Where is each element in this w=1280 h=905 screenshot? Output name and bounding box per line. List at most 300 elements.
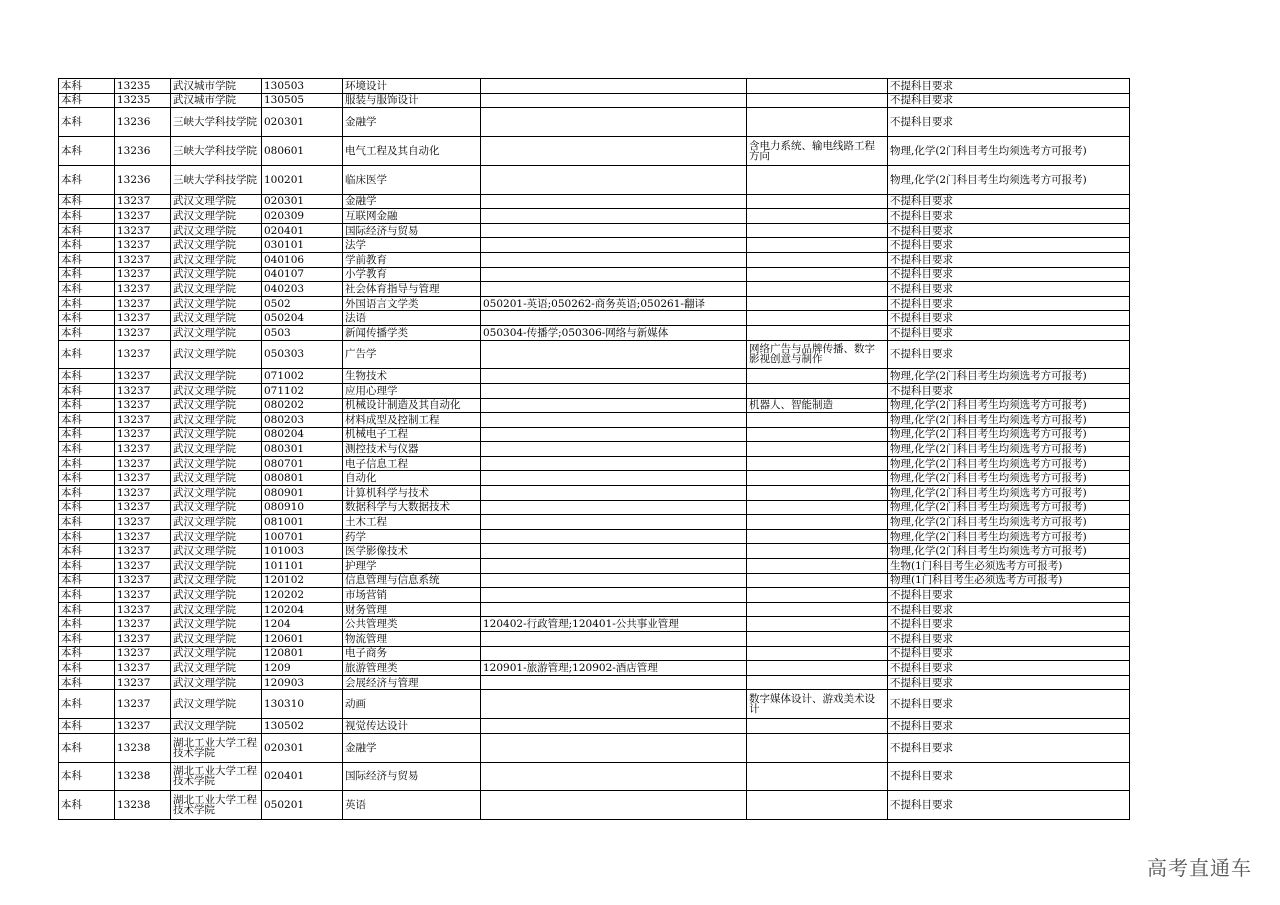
table-row xyxy=(59,223,1130,238)
remarks-cell xyxy=(747,588,888,603)
included-majors-cell xyxy=(481,79,747,94)
remarks-cell xyxy=(747,296,888,311)
school-code-cell: 13237 xyxy=(115,646,171,661)
subject-requirement-cell: 不提科目要求 xyxy=(888,282,1130,297)
major-name-cell: 电子商务 xyxy=(343,646,481,661)
table-row xyxy=(59,733,1130,762)
remarks-cell xyxy=(747,486,888,501)
level-cell: 本科 xyxy=(59,544,115,559)
remarks-cell xyxy=(747,573,888,588)
school-code-cell: 13237 xyxy=(115,427,171,442)
major-code-cell: 100201 xyxy=(262,165,343,194)
table-row xyxy=(59,194,1130,209)
major-code-cell: 080301 xyxy=(262,442,343,457)
level-cell: 本科 xyxy=(59,675,115,690)
school-name-cell: 武汉文理学院 xyxy=(171,661,262,676)
major-code-cell: 071102 xyxy=(262,383,343,398)
included-majors-cell xyxy=(481,427,747,442)
subject-requirement-cell: 不提科目要求 xyxy=(888,791,1130,820)
major-code-cell: 130502 xyxy=(262,719,343,734)
remarks-cell: 含电力系统、输电线路工程方向 xyxy=(747,136,888,165)
major-code-cell: 101101 xyxy=(262,559,343,574)
school-name-cell: 武汉文理学院 xyxy=(171,398,262,413)
major-code-cell: 030101 xyxy=(262,238,343,253)
table-row xyxy=(59,602,1130,617)
school-code-cell: 13238 xyxy=(115,762,171,791)
major-name-cell: 计算机科学与技术 xyxy=(343,486,481,501)
school-name-cell: 武汉文理学院 xyxy=(171,529,262,544)
major-name-cell: 广告学 xyxy=(343,340,481,369)
included-majors-cell xyxy=(481,733,747,762)
included-majors-cell xyxy=(481,675,747,690)
school-code-cell: 13236 xyxy=(115,136,171,165)
school-code-cell: 13237 xyxy=(115,500,171,515)
table-row xyxy=(59,252,1130,267)
level-cell: 本科 xyxy=(59,442,115,457)
major-code-cell: 020401 xyxy=(262,223,343,238)
included-majors-cell xyxy=(481,136,747,165)
subject-requirement-cell: 不提科目要求 xyxy=(888,733,1130,762)
school-code-cell: 13237 xyxy=(115,675,171,690)
included-majors-cell xyxy=(481,398,747,413)
major-name-cell: 社会体育指导与管理 xyxy=(343,282,481,297)
major-code-cell: 101003 xyxy=(262,544,343,559)
subject-requirement-cell: 不提科目要求 xyxy=(888,311,1130,326)
major-name-cell: 互联网金融 xyxy=(343,209,481,224)
included-majors-cell xyxy=(481,165,747,194)
remarks-cell xyxy=(747,544,888,559)
included-majors-cell: 050201-英语;050262-商务英语;050261-翻译 xyxy=(481,296,747,311)
subject-requirement-cell: 不提科目要求 xyxy=(888,340,1130,369)
school-code-cell: 13237 xyxy=(115,617,171,632)
included-majors-cell xyxy=(481,762,747,791)
major-code-cell: 020301 xyxy=(262,194,343,209)
table-row xyxy=(59,79,1130,94)
school-code-cell: 13237 xyxy=(115,282,171,297)
subject-requirement-cell: 物理,化学(2门科目考生均须选考方可报考) xyxy=(888,369,1130,384)
school-code-cell: 13237 xyxy=(115,690,171,719)
table-row xyxy=(59,282,1130,297)
major-name-cell: 护理学 xyxy=(343,559,481,574)
remarks-cell xyxy=(747,194,888,209)
school-name-cell: 武汉文理学院 xyxy=(171,617,262,632)
subject-requirement-cell: 物理,化学(2门科目考生均须选考方可报考) xyxy=(888,471,1130,486)
subject-requirement-cell: 物理,化学(2门科目考生均须选考方可报考) xyxy=(888,398,1130,413)
included-majors-cell xyxy=(481,209,747,224)
table-row xyxy=(59,529,1130,544)
remarks-cell xyxy=(747,209,888,224)
remarks-cell xyxy=(747,79,888,94)
subject-requirement-cell: 物理,化学(2门科目考生均须选考方可报考) xyxy=(888,427,1130,442)
level-cell: 本科 xyxy=(59,588,115,603)
level-cell: 本科 xyxy=(59,165,115,194)
subject-requirement-cell: 物理,化学(2门科目考生均须选考方可报考) xyxy=(888,442,1130,457)
remarks-cell xyxy=(747,369,888,384)
remarks-cell xyxy=(747,646,888,661)
major-name-cell: 应用心理学 xyxy=(343,383,481,398)
level-cell: 本科 xyxy=(59,690,115,719)
subject-requirement-cell: 物理,化学(2门科目考生均须选考方可报考) xyxy=(888,136,1130,165)
school-name-cell: 武汉文理学院 xyxy=(171,471,262,486)
major-code-cell: 080901 xyxy=(262,486,343,501)
major-name-cell: 材料成型及控制工程 xyxy=(343,413,481,428)
level-cell: 本科 xyxy=(59,733,115,762)
included-majors-cell: 120901-旅游管理;120902-酒店管理 xyxy=(481,661,747,676)
level-cell: 本科 xyxy=(59,209,115,224)
subject-requirement-cell: 不提科目要求 xyxy=(888,632,1130,647)
school-name-cell: 武汉文理学院 xyxy=(171,325,262,340)
major-code-cell: 020301 xyxy=(262,108,343,137)
table-row xyxy=(59,559,1130,574)
included-majors-cell xyxy=(481,500,747,515)
major-code-cell: 120102 xyxy=(262,573,343,588)
remarks-cell xyxy=(747,500,888,515)
major-name-cell: 环境设计 xyxy=(343,79,481,94)
major-name-cell: 小学教育 xyxy=(343,267,481,282)
admission-requirements-table xyxy=(58,78,1130,820)
included-majors-cell: 120402-行政管理;120401-公共事业管理 xyxy=(481,617,747,632)
remarks-cell xyxy=(747,762,888,791)
table-row xyxy=(59,340,1130,369)
school-name-cell: 武汉文理学院 xyxy=(171,632,262,647)
level-cell: 本科 xyxy=(59,427,115,442)
major-code-cell: 080601 xyxy=(262,136,343,165)
subject-requirement-cell: 不提科目要求 xyxy=(888,194,1130,209)
major-code-cell: 080203 xyxy=(262,413,343,428)
table-row xyxy=(59,500,1130,515)
major-code-cell: 080910 xyxy=(262,500,343,515)
remarks-cell xyxy=(747,719,888,734)
subject-requirement-cell: 物理,化学(2门科目考生均须选考方可报考) xyxy=(888,500,1130,515)
table-row xyxy=(59,136,1130,165)
school-name-cell: 武汉文理学院 xyxy=(171,369,262,384)
school-name-cell: 武汉文理学院 xyxy=(171,515,262,530)
major-code-cell: 130505 xyxy=(262,93,343,108)
school-code-cell: 13237 xyxy=(115,719,171,734)
school-name-cell: 武汉文理学院 xyxy=(171,486,262,501)
major-code-cell: 050303 xyxy=(262,340,343,369)
level-cell: 本科 xyxy=(59,602,115,617)
remarks-cell xyxy=(747,223,888,238)
school-code-cell: 13237 xyxy=(115,209,171,224)
level-cell: 本科 xyxy=(59,529,115,544)
subject-requirement-cell: 不提科目要求 xyxy=(888,267,1130,282)
remarks-cell xyxy=(747,93,888,108)
table-row xyxy=(59,791,1130,820)
school-code-cell: 13237 xyxy=(115,340,171,369)
school-code-cell: 13237 xyxy=(115,559,171,574)
school-code-cell: 13237 xyxy=(115,442,171,457)
included-majors-cell xyxy=(481,573,747,588)
school-code-cell: 13237 xyxy=(115,238,171,253)
level-cell: 本科 xyxy=(59,661,115,676)
table-row xyxy=(59,383,1130,398)
school-name-cell: 武汉文理学院 xyxy=(171,500,262,515)
major-code-cell: 040203 xyxy=(262,282,343,297)
school-code-cell: 13237 xyxy=(115,413,171,428)
remarks-cell xyxy=(747,791,888,820)
school-name-cell: 武汉文理学院 xyxy=(171,282,262,297)
major-code-cell: 080701 xyxy=(262,456,343,471)
major-name-cell: 国际经济与贸易 xyxy=(343,223,481,238)
level-cell: 本科 xyxy=(59,413,115,428)
subject-requirement-cell: 不提科目要求 xyxy=(888,79,1130,94)
included-majors-cell xyxy=(481,93,747,108)
subject-requirement-cell: 物理,化学(2门科目考生均须选考方可报考) xyxy=(888,486,1130,501)
major-name-cell: 会展经济与管理 xyxy=(343,675,481,690)
school-code-cell: 13237 xyxy=(115,661,171,676)
included-majors-cell xyxy=(481,791,747,820)
major-code-cell: 020301 xyxy=(262,733,343,762)
subject-requirement-cell: 物理,化学(2门科目考生均须选考方可报考) xyxy=(888,544,1130,559)
remarks-cell xyxy=(747,515,888,530)
school-code-cell: 13237 xyxy=(115,383,171,398)
table-row xyxy=(59,573,1130,588)
table-row xyxy=(59,311,1130,326)
included-majors-cell xyxy=(481,602,747,617)
table-row xyxy=(59,267,1130,282)
major-code-cell: 120801 xyxy=(262,646,343,661)
subject-requirement-cell: 物理(1门科目考生必须选考方可报考) xyxy=(888,573,1130,588)
school-code-cell: 13237 xyxy=(115,588,171,603)
major-name-cell: 机械电子工程 xyxy=(343,427,481,442)
table-row xyxy=(59,456,1130,471)
major-code-cell: 100701 xyxy=(262,529,343,544)
school-name-cell: 武汉文理学院 xyxy=(171,238,262,253)
included-majors-cell xyxy=(481,311,747,326)
included-majors-cell xyxy=(481,632,747,647)
subject-requirement-cell: 物理,化学(2门科目考生均须选考方可报考) xyxy=(888,456,1130,471)
school-code-cell: 13237 xyxy=(115,223,171,238)
remarks-cell xyxy=(747,413,888,428)
level-cell: 本科 xyxy=(59,791,115,820)
school-code-cell: 13236 xyxy=(115,165,171,194)
major-name-cell: 物流管理 xyxy=(343,632,481,647)
table-row xyxy=(59,209,1130,224)
major-name-cell: 自动化 xyxy=(343,471,481,486)
level-cell: 本科 xyxy=(59,79,115,94)
major-name-cell: 市场营销 xyxy=(343,588,481,603)
level-cell: 本科 xyxy=(59,340,115,369)
school-name-cell: 三峡大学科技学院 xyxy=(171,108,262,137)
school-code-cell: 13237 xyxy=(115,311,171,326)
table-row xyxy=(59,515,1130,530)
remarks-cell: 网络广告与品牌传播、数字影视创意与制作 xyxy=(747,340,888,369)
school-code-cell: 13237 xyxy=(115,369,171,384)
school-name-cell: 武汉文理学院 xyxy=(171,209,262,224)
included-majors-cell xyxy=(481,529,747,544)
level-cell: 本科 xyxy=(59,136,115,165)
major-name-cell: 公共管理类 xyxy=(343,617,481,632)
major-name-cell: 土木工程 xyxy=(343,515,481,530)
school-name-cell: 武汉文理学院 xyxy=(171,442,262,457)
school-name-cell: 武汉文理学院 xyxy=(171,646,262,661)
school-name-cell: 武汉文理学院 xyxy=(171,456,262,471)
school-name-cell: 武汉文理学院 xyxy=(171,223,262,238)
included-majors-cell xyxy=(481,690,747,719)
school-name-cell: 武汉文理学院 xyxy=(171,194,262,209)
major-code-cell: 0502 xyxy=(262,296,343,311)
major-code-cell: 071002 xyxy=(262,369,343,384)
table-row xyxy=(59,369,1130,384)
school-name-cell: 武汉文理学院 xyxy=(171,675,262,690)
school-code-cell: 13237 xyxy=(115,529,171,544)
major-name-cell: 临床医学 xyxy=(343,165,481,194)
school-code-cell: 13237 xyxy=(115,296,171,311)
level-cell: 本科 xyxy=(59,471,115,486)
table-row xyxy=(59,661,1130,676)
subject-requirement-cell: 不提科目要求 xyxy=(888,93,1130,108)
major-name-cell: 法学 xyxy=(343,238,481,253)
table-row xyxy=(59,398,1130,413)
remarks-cell xyxy=(747,383,888,398)
school-code-cell: 13237 xyxy=(115,544,171,559)
school-name-cell: 武汉文理学院 xyxy=(171,267,262,282)
level-cell: 本科 xyxy=(59,223,115,238)
included-majors-cell xyxy=(481,588,747,603)
remarks-cell xyxy=(747,602,888,617)
major-code-cell: 0503 xyxy=(262,325,343,340)
level-cell: 本科 xyxy=(59,108,115,137)
level-cell: 本科 xyxy=(59,486,115,501)
major-name-cell: 医学影像技术 xyxy=(343,544,481,559)
included-majors-cell xyxy=(481,719,747,734)
school-code-cell: 13237 xyxy=(115,471,171,486)
school-name-cell: 武汉文理学院 xyxy=(171,296,262,311)
level-cell: 本科 xyxy=(59,559,115,574)
table-row xyxy=(59,632,1130,647)
table-row xyxy=(59,325,1130,340)
table-row xyxy=(59,471,1130,486)
included-majors-cell xyxy=(481,383,747,398)
subject-requirement-cell: 不提科目要求 xyxy=(888,690,1130,719)
remarks-cell xyxy=(747,617,888,632)
major-code-cell: 120204 xyxy=(262,602,343,617)
table-row xyxy=(59,690,1130,719)
subject-requirement-cell: 不提科目要求 xyxy=(888,383,1130,398)
subject-requirement-cell: 不提科目要求 xyxy=(888,617,1130,632)
table-row xyxy=(59,238,1130,253)
remarks-cell xyxy=(747,733,888,762)
school-name-cell: 武汉文理学院 xyxy=(171,544,262,559)
remarks-cell xyxy=(747,108,888,137)
included-majors-cell xyxy=(481,515,747,530)
school-code-cell: 13238 xyxy=(115,791,171,820)
included-majors-cell xyxy=(481,267,747,282)
subject-requirement-cell: 不提科目要求 xyxy=(888,238,1130,253)
subject-requirement-cell: 不提科目要求 xyxy=(888,719,1130,734)
subject-requirement-cell: 不提科目要求 xyxy=(888,325,1130,340)
level-cell: 本科 xyxy=(59,632,115,647)
school-code-cell: 13237 xyxy=(115,398,171,413)
table-row xyxy=(59,108,1130,137)
school-name-cell: 武汉文理学院 xyxy=(171,311,262,326)
major-code-cell: 120601 xyxy=(262,632,343,647)
subject-requirement-cell: 不提科目要求 xyxy=(888,762,1130,791)
level-cell: 本科 xyxy=(59,719,115,734)
major-name-cell: 法语 xyxy=(343,311,481,326)
school-name-cell: 武汉文理学院 xyxy=(171,383,262,398)
school-name-cell: 武汉文理学院 xyxy=(171,573,262,588)
remarks-cell xyxy=(747,456,888,471)
school-code-cell: 13237 xyxy=(115,194,171,209)
major-name-cell: 旅游管理类 xyxy=(343,661,481,676)
table-row xyxy=(59,93,1130,108)
remarks-cell xyxy=(747,559,888,574)
level-cell: 本科 xyxy=(59,383,115,398)
subject-requirement-cell: 物理,化学(2门科目考生均须选考方可报考) xyxy=(888,515,1130,530)
table-row xyxy=(59,588,1130,603)
subject-requirement-cell: 不提科目要求 xyxy=(888,588,1130,603)
subject-requirement-cell: 生物(1门科目考生必须选考方可报考) xyxy=(888,559,1130,574)
school-code-cell: 13237 xyxy=(115,486,171,501)
major-name-cell: 学前教育 xyxy=(343,252,481,267)
major-name-cell: 数据科学与大数据技术 xyxy=(343,500,481,515)
table-row xyxy=(59,675,1130,690)
major-code-cell: 130503 xyxy=(262,79,343,94)
major-name-cell: 测控技术与仪器 xyxy=(343,442,481,457)
subject-requirement-cell: 物理,化学(2门科目考生均须选考方可报考) xyxy=(888,413,1130,428)
school-name-cell: 武汉文理学院 xyxy=(171,719,262,734)
major-name-cell: 药学 xyxy=(343,529,481,544)
table-row xyxy=(59,646,1130,661)
major-name-cell: 电子信息工程 xyxy=(343,456,481,471)
level-cell: 本科 xyxy=(59,194,115,209)
subject-requirement-cell: 不提科目要求 xyxy=(888,675,1130,690)
remarks-cell xyxy=(747,238,888,253)
school-code-cell: 13235 xyxy=(115,93,171,108)
level-cell: 本科 xyxy=(59,238,115,253)
school-code-cell: 13237 xyxy=(115,602,171,617)
major-code-cell: 080202 xyxy=(262,398,343,413)
included-majors-cell: 050304-传播学;050306-网络与新媒体 xyxy=(481,325,747,340)
major-name-cell: 国际经济与贸易 xyxy=(343,762,481,791)
major-code-cell: 1209 xyxy=(262,661,343,676)
level-cell: 本科 xyxy=(59,617,115,632)
school-code-cell: 13237 xyxy=(115,267,171,282)
major-name-cell: 生物技术 xyxy=(343,369,481,384)
table-row xyxy=(59,165,1130,194)
table-body xyxy=(59,79,1130,820)
table-row xyxy=(59,617,1130,632)
included-majors-cell xyxy=(481,646,747,661)
major-code-cell: 040107 xyxy=(262,267,343,282)
remarks-cell xyxy=(747,252,888,267)
included-majors-cell xyxy=(481,413,747,428)
school-name-cell: 三峡大学科技学院 xyxy=(171,165,262,194)
school-code-cell: 13237 xyxy=(115,632,171,647)
subject-requirement-cell: 不提科目要求 xyxy=(888,108,1130,137)
school-name-cell: 武汉文理学院 xyxy=(171,340,262,369)
remarks-cell: 机器人、智能制造 xyxy=(747,398,888,413)
level-cell: 本科 xyxy=(59,646,115,661)
remarks-cell xyxy=(747,529,888,544)
remarks-cell xyxy=(747,661,888,676)
major-code-cell: 120903 xyxy=(262,675,343,690)
included-majors-cell xyxy=(481,282,747,297)
school-code-cell: 13235 xyxy=(115,79,171,94)
included-majors-cell xyxy=(481,456,747,471)
school-code-cell: 13238 xyxy=(115,733,171,762)
school-name-cell: 湖北工业大学工程技术学院 xyxy=(171,791,262,820)
subject-requirement-cell: 物理,化学(2门科目考生均须选考方可报考) xyxy=(888,165,1130,194)
included-majors-cell xyxy=(481,559,747,574)
school-code-cell: 13237 xyxy=(115,456,171,471)
major-code-cell: 080801 xyxy=(262,471,343,486)
major-name-cell: 信息管理与信息系统 xyxy=(343,573,481,588)
major-name-cell: 机械设计制造及其自动化 xyxy=(343,398,481,413)
level-cell: 本科 xyxy=(59,282,115,297)
